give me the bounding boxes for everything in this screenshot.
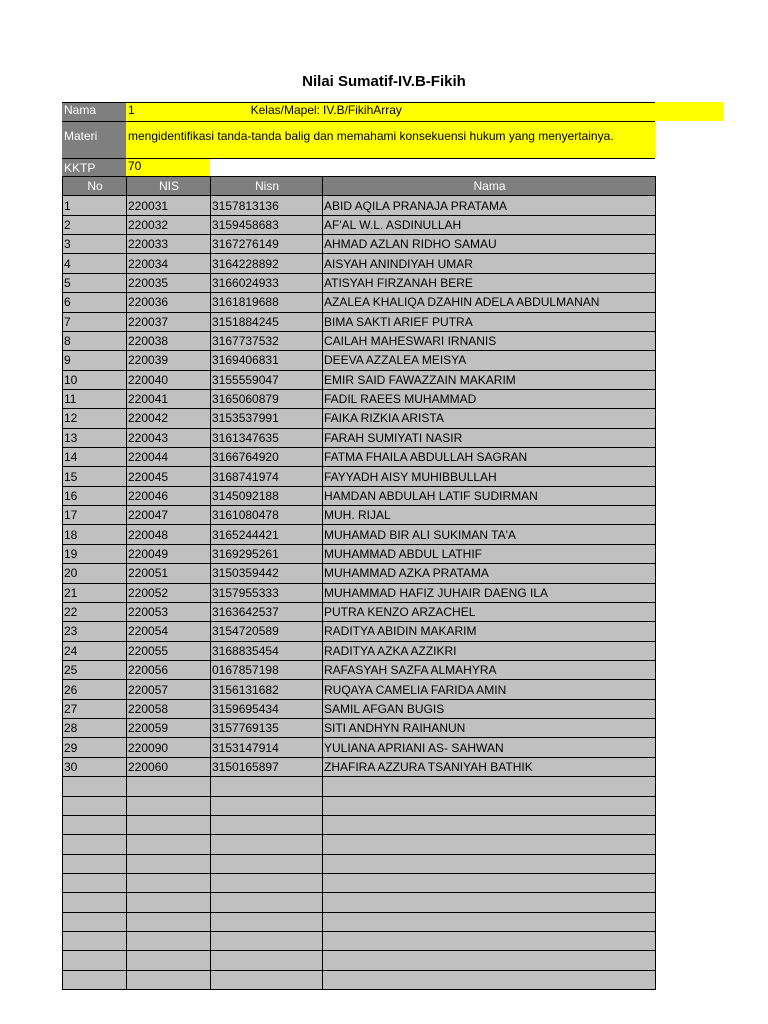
cell-nama[interactable]: RAFASYAH SAZFA ALMAHYRA xyxy=(323,660,656,679)
cell-nama[interactable]: MUH. RIJAL xyxy=(323,506,656,525)
cell-nisn[interactable]: 3161080478 xyxy=(211,506,323,525)
cell-nama[interactable]: RUQAYA CAMELIA FARIDA AMIN xyxy=(323,680,656,699)
cell-no[interactable]: 10 xyxy=(63,370,127,389)
kelas-label: Kelas/Mapel: xyxy=(210,102,322,121)
cell-nisn[interactable] xyxy=(211,912,323,931)
cell-nama[interactable]: RADITYA ABIDIN MAKARIM xyxy=(323,622,656,641)
cell-nis[interactable] xyxy=(127,912,211,931)
cell-nis[interactable]: 220037 xyxy=(127,312,211,331)
cell-nis[interactable] xyxy=(127,854,211,873)
table-row xyxy=(63,544,656,563)
cell-nama[interactable] xyxy=(323,777,656,796)
cell-nama[interactable]: MUHAMMAD ABDUL LATHIF xyxy=(323,544,656,563)
page-title: Nilai Sumatif-IV.B-Fikih xyxy=(302,73,466,90)
cell-no[interactable] xyxy=(63,854,127,873)
cell-nisn[interactable]: 3154720589 xyxy=(211,622,323,641)
cell-nama[interactable]: BIMA SAKTI ARIEF PUTRA xyxy=(323,312,656,331)
cell-nisn[interactable]: 3165244421 xyxy=(211,525,323,544)
cell-nis[interactable] xyxy=(127,951,211,970)
cell-no[interactable]: 26 xyxy=(63,680,127,699)
table-row xyxy=(63,215,656,234)
cell-nisn[interactable] xyxy=(211,970,323,989)
cell-nisn[interactable]: 3169406831 xyxy=(211,351,323,370)
nama-value[interactable]: 1 xyxy=(126,102,210,121)
cell-nama[interactable] xyxy=(323,796,656,815)
cell-no[interactable] xyxy=(63,951,127,970)
cell-no[interactable] xyxy=(63,815,127,834)
cell-no[interactable]: 19 xyxy=(63,544,127,563)
cell-nisn[interactable] xyxy=(211,873,323,892)
table-row xyxy=(63,235,656,254)
cell-nisn[interactable]: 3159695434 xyxy=(211,699,323,718)
cell-nisn[interactable] xyxy=(211,854,323,873)
cell-nama[interactable]: ABID AQILA PRANAJA PRATAMA xyxy=(323,196,656,215)
cell-nisn[interactable] xyxy=(211,951,323,970)
cell-no[interactable] xyxy=(63,912,127,931)
cell-nama[interactable]: MUHAMAD BIR ALI SUKIMAN TA'A xyxy=(323,525,656,544)
cell-nama[interactable]: AISYAH ANINDIYAH UMAR xyxy=(323,254,656,273)
cell-nisn[interactable]: 3164228892 xyxy=(211,254,323,273)
table-row xyxy=(63,912,656,931)
table-row xyxy=(63,835,656,854)
table-row xyxy=(63,564,656,583)
cell-nis[interactable]: 220038 xyxy=(127,331,211,350)
cell-nama[interactable]: FAIKA RIZKIA ARISTA xyxy=(323,409,656,428)
cell-nis[interactable]: 220033 xyxy=(127,235,211,254)
cell-nis[interactable]: 220041 xyxy=(127,389,211,408)
table-row xyxy=(63,312,656,331)
cell-nis[interactable]: 220040 xyxy=(127,370,211,389)
cell-nis[interactable]: 220054 xyxy=(127,622,211,641)
cell-no[interactable] xyxy=(63,873,127,892)
cell-no[interactable]: 3 xyxy=(63,235,127,254)
cell-nisn[interactable]: 3169295261 xyxy=(211,544,323,563)
cell-no[interactable]: 9 xyxy=(63,351,127,370)
table-row xyxy=(63,370,656,389)
cell-no[interactable]: 12 xyxy=(63,409,127,428)
cell-nama[interactable] xyxy=(323,912,656,931)
cell-nis[interactable]: 220036 xyxy=(127,293,211,312)
cell-no[interactable]: 7 xyxy=(63,312,127,331)
table-row xyxy=(63,951,656,970)
table-row xyxy=(63,389,656,408)
cell-nama[interactable]: ZHAFIRA AZZURA TSANIYAH BATHIK xyxy=(323,757,656,776)
cell-nis[interactable] xyxy=(127,970,211,989)
cell-nisn[interactable] xyxy=(211,777,323,796)
table-row xyxy=(63,873,656,892)
cell-nisn[interactable]: 3157813136 xyxy=(211,196,323,215)
cell-nama[interactable]: ATISYAH FIRZANAH BERE xyxy=(323,273,656,292)
cell-nama[interactable]: FARAH SUMIYATI NASIR xyxy=(323,428,656,447)
cell-nisn[interactable]: 3153537991 xyxy=(211,409,323,428)
cell-no[interactable]: 22 xyxy=(63,602,127,621)
cell-no[interactable]: 2 xyxy=(63,215,127,234)
cell-nis[interactable] xyxy=(127,835,211,854)
cell-no[interactable]: 21 xyxy=(63,583,127,602)
cell-nama[interactable]: DEEVA AZZALEA MEISYA xyxy=(323,351,656,370)
cell-nis[interactable]: 220058 xyxy=(127,699,211,718)
cell-nis[interactable] xyxy=(127,815,211,834)
cell-nis[interactable]: 220060 xyxy=(127,757,211,776)
table-row xyxy=(63,757,656,776)
cell-nis[interactable]: 220043 xyxy=(127,428,211,447)
cell-no[interactable] xyxy=(63,777,127,796)
table-row xyxy=(63,893,656,912)
cell-no[interactable] xyxy=(63,893,127,912)
cell-nis[interactable]: 220031 xyxy=(127,196,211,215)
cell-nis[interactable] xyxy=(127,932,211,951)
cell-nisn[interactable]: 3166764920 xyxy=(211,448,323,467)
cell-nama[interactable] xyxy=(323,893,656,912)
kelas-value[interactable]: IV.B/FikihArray xyxy=(322,102,723,121)
table-row xyxy=(63,641,656,660)
table-row xyxy=(63,970,656,989)
kktp-value[interactable]: 70 xyxy=(126,159,210,177)
table-row xyxy=(63,254,656,273)
cell-nisn[interactable]: 3151884245 xyxy=(211,312,323,331)
cell-nis[interactable]: 220046 xyxy=(127,486,211,505)
table-row xyxy=(63,815,656,834)
table-row xyxy=(63,351,656,370)
table-row xyxy=(63,719,656,738)
cell-nisn[interactable] xyxy=(211,932,323,951)
table-row xyxy=(63,428,656,447)
cell-no[interactable]: 29 xyxy=(63,738,127,757)
cell-no[interactable]: 20 xyxy=(63,564,127,583)
cell-nisn[interactable] xyxy=(211,796,323,815)
cell-nis[interactable]: 220042 xyxy=(127,409,211,428)
table-row xyxy=(63,777,656,796)
cell-no[interactable]: 27 xyxy=(63,699,127,718)
header-nama: Nama xyxy=(323,177,656,196)
cell-nisn[interactable]: 0167857198 xyxy=(211,660,323,679)
header-nis: NIS xyxy=(127,177,211,196)
table-row xyxy=(63,331,656,350)
cell-nis[interactable]: 220044 xyxy=(127,448,211,467)
cell-nis[interactable]: 220049 xyxy=(127,544,211,563)
cell-nisn[interactable]: 3159458683 xyxy=(211,215,323,234)
cell-nama[interactable] xyxy=(323,951,656,970)
cell-nama[interactable] xyxy=(323,854,656,873)
cell-nisn[interactable]: 3155559047 xyxy=(211,370,323,389)
cell-nama[interactable] xyxy=(323,970,656,989)
table-row xyxy=(63,932,656,951)
cell-nis[interactable]: 220059 xyxy=(127,719,211,738)
cell-no[interactable] xyxy=(63,796,127,815)
table-row xyxy=(63,738,656,757)
table-row xyxy=(63,602,656,621)
cell-nama[interactable]: FATMA FHAILA ABDULLAH SAGRAN xyxy=(323,448,656,467)
cell-nama[interactable]: RADITYA AZKA AZZIKRI xyxy=(323,641,656,660)
cell-no[interactable]: 5 xyxy=(63,273,127,292)
cell-nama[interactable]: CAILAH MAHESWARI IRNANIS xyxy=(323,331,656,350)
cell-nis[interactable]: 220047 xyxy=(127,506,211,525)
table-row xyxy=(63,660,656,679)
cell-nis[interactable]: 220035 xyxy=(127,273,211,292)
materi-value[interactable]: mengidentifikasi tanda-tanda balig dan memahami konsekuensi hukum yang menyertainya. xyxy=(126,122,655,158)
cell-nama[interactable] xyxy=(323,815,656,834)
cell-nama[interactable]: HAMDAN ABDULAH LATIF SUDIRMAN xyxy=(323,486,656,505)
materi-label: Materi xyxy=(62,122,126,158)
nama-label: Nama xyxy=(62,102,126,121)
cell-nis[interactable]: 220032 xyxy=(127,215,211,234)
cell-nis[interactable] xyxy=(127,873,211,892)
table-header-row xyxy=(63,177,656,196)
cell-nisn[interactable]: 3156131682 xyxy=(211,680,323,699)
cell-nisn[interactable]: 3163642537 xyxy=(211,602,323,621)
cell-no[interactable] xyxy=(63,835,127,854)
cell-nisn[interactable]: 3161347635 xyxy=(211,428,323,447)
cell-nis[interactable]: 220053 xyxy=(127,602,211,621)
cell-nis[interactable]: 220052 xyxy=(127,583,211,602)
cell-nis[interactable]: 220057 xyxy=(127,680,211,699)
cell-nis[interactable]: 220051 xyxy=(127,564,211,583)
cell-nama[interactable] xyxy=(323,835,656,854)
cell-nama[interactable]: AF'AL W.L. ASDINULLAH xyxy=(323,215,656,234)
cell-no[interactable]: 11 xyxy=(63,389,127,408)
cell-no[interactable]: 30 xyxy=(63,757,127,776)
cell-nisn[interactable]: 3166024933 xyxy=(211,273,323,292)
cell-no[interactable]: 25 xyxy=(63,660,127,679)
table-row xyxy=(63,409,656,428)
cell-nisn[interactable]: 3167276149 xyxy=(211,235,323,254)
cell-nama[interactable]: EMIR SAID FAWAZZAIN MAKARIM xyxy=(323,370,656,389)
cell-nisn[interactable]: 3168835454 xyxy=(211,641,323,660)
cell-nama[interactable]: SITI ANDHYN RAIHANUN xyxy=(323,719,656,738)
table-row xyxy=(63,622,656,641)
cell-nis[interactable] xyxy=(127,796,211,815)
table-row xyxy=(63,525,656,544)
cell-nisn[interactable]: 3157769135 xyxy=(211,719,323,738)
cell-nis[interactable]: 220045 xyxy=(127,467,211,486)
cell-no[interactable]: 8 xyxy=(63,331,127,350)
cell-nama[interactable]: MUHAMMAD AZKA PRATAMA xyxy=(323,564,656,583)
cell-nisn[interactable]: 3157955333 xyxy=(211,583,323,602)
cell-nisn[interactable]: 3168741974 xyxy=(211,467,323,486)
cell-nisn[interactable] xyxy=(211,893,323,912)
cell-no[interactable]: 6 xyxy=(63,293,127,312)
cell-nisn[interactable]: 3161819688 xyxy=(211,293,323,312)
cell-no[interactable]: 4 xyxy=(63,254,127,273)
kktp-label: KKTP xyxy=(62,159,126,177)
cell-nis[interactable]: 220055 xyxy=(127,641,211,660)
cell-nisn[interactable]: 3150165897 xyxy=(211,757,323,776)
cell-nisn[interactable]: 3145092188 xyxy=(211,486,323,505)
table-row xyxy=(63,486,656,505)
table-row xyxy=(63,273,656,292)
cell-nama[interactable] xyxy=(323,873,656,892)
cell-nisn[interactable] xyxy=(211,835,323,854)
table-row xyxy=(63,448,656,467)
table-row xyxy=(63,506,656,525)
cell-nama[interactable]: PUTRA KENZO ARZACHEL xyxy=(323,602,656,621)
cell-nama[interactable]: MUHAMMAD HAFIZ JUHAIR DAENG ILA xyxy=(323,583,656,602)
header-no: No xyxy=(63,177,127,196)
cell-nis[interactable]: 220048 xyxy=(127,525,211,544)
table-row xyxy=(63,196,656,215)
cell-no[interactable]: 23 xyxy=(63,622,127,641)
table-row xyxy=(63,293,656,312)
cell-nama[interactable] xyxy=(323,932,656,951)
cell-nis[interactable]: 220034 xyxy=(127,254,211,273)
cell-no[interactable]: 1 xyxy=(63,196,127,215)
cell-nisn[interactable]: 3167737532 xyxy=(211,331,323,350)
cell-nis[interactable]: 220039 xyxy=(127,351,211,370)
cell-nama[interactable]: FAYYADH AISY MUHIBBULLAH xyxy=(323,467,656,486)
cell-no[interactable]: 28 xyxy=(63,719,127,738)
cell-no[interactable] xyxy=(63,970,127,989)
cell-nisn[interactable]: 3150359442 xyxy=(211,564,323,583)
cell-nisn[interactable] xyxy=(211,815,323,834)
cell-no[interactable]: 17 xyxy=(63,506,127,525)
cell-nis[interactable]: 220090 xyxy=(127,738,211,757)
cell-no[interactable]: 16 xyxy=(63,486,127,505)
cell-nama[interactable]: YULIANA APRIANI AS- SAHWAN xyxy=(323,738,656,757)
table-row xyxy=(63,854,656,873)
table-row xyxy=(63,583,656,602)
cell-no[interactable]: 15 xyxy=(63,467,127,486)
table-row xyxy=(63,467,656,486)
header-nisn: Nisn xyxy=(211,177,323,196)
cell-nama[interactable]: AHMAD AZLAN RIDHO SAMAU xyxy=(323,235,656,254)
cell-nama[interactable]: SAMIL AFGAN BUGIS xyxy=(323,699,656,718)
cell-no[interactable]: 13 xyxy=(63,428,127,447)
info-top-border xyxy=(62,102,655,103)
cell-nisn[interactable]: 3165060879 xyxy=(211,389,323,408)
cell-no[interactable]: 24 xyxy=(63,641,127,660)
table-row xyxy=(63,699,656,718)
cell-nisn[interactable]: 3153147914 xyxy=(211,738,323,757)
cell-nis[interactable]: 220056 xyxy=(127,660,211,679)
cell-nama[interactable]: FADIL RAEES MUHAMMAD xyxy=(323,389,656,408)
student-table xyxy=(62,176,656,990)
cell-nama[interactable]: AZALEA KHALIQA DZAHIN ADELA ABDULMANAN xyxy=(323,293,656,312)
table-row xyxy=(63,796,656,815)
cell-no[interactable]: 14 xyxy=(63,448,127,467)
cell-nis[interactable] xyxy=(127,777,211,796)
cell-no[interactable] xyxy=(63,932,127,951)
table-row xyxy=(63,680,656,699)
cell-no[interactable]: 18 xyxy=(63,525,127,544)
cell-nis[interactable] xyxy=(127,893,211,912)
